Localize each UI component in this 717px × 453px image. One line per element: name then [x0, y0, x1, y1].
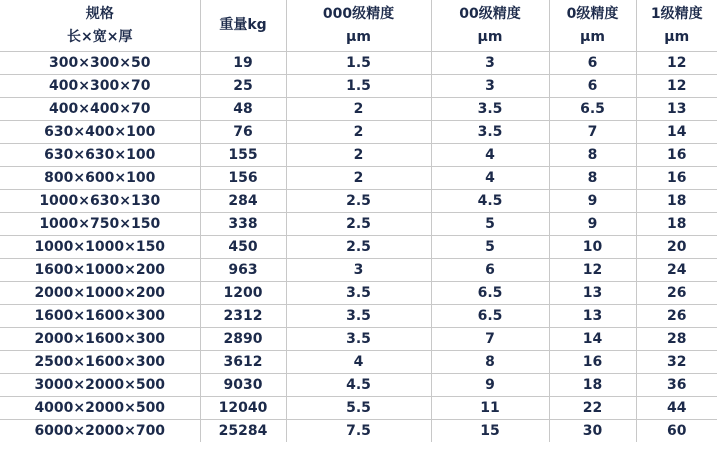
grade-0-cell: 14 — [549, 328, 636, 351]
grade-1-cell: 28 — [636, 328, 717, 351]
grade-000-cell: 2.5 — [286, 213, 431, 236]
grade-000-cell: 3.5 — [286, 305, 431, 328]
header-grade-1-unit: μm — [664, 28, 690, 45]
spec-cell: 630×400×100 — [0, 121, 200, 144]
grade-000-cell: 2 — [286, 98, 431, 121]
weight-cell: 76 — [200, 121, 286, 144]
grade-000-cell: 2 — [286, 144, 431, 167]
table-row — [0, 144, 717, 167]
spec-cell: 2000×1600×300 — [0, 328, 200, 351]
spec-cell: 800×600×100 — [0, 167, 200, 190]
header-grade-1 — [636, 0, 717, 52]
header-grade-0-unit: μm — [580, 28, 605, 45]
grade-0-cell: 9 — [549, 190, 636, 213]
grade-1-cell: 32 — [636, 351, 717, 374]
grade-00-cell: 11 — [431, 397, 549, 420]
table-row — [0, 75, 717, 98]
grade-1-cell: 12 — [636, 52, 717, 75]
grade-00-cell: 3.5 — [431, 121, 549, 144]
header-row — [0, 0, 717, 52]
table-row — [0, 52, 717, 75]
grade-1-cell: 14 — [636, 121, 717, 144]
grade-000-cell: 2.5 — [286, 236, 431, 259]
header-grade-000 — [286, 0, 431, 52]
grade-0-cell: 10 — [549, 236, 636, 259]
spec-cell: 4000×2000×500 — [0, 397, 200, 420]
grade-000-cell: 7.5 — [286, 420, 431, 443]
weight-cell: 963 — [200, 259, 286, 282]
grade-00-cell: 6.5 — [431, 282, 549, 305]
table-row — [0, 328, 717, 351]
grade-00-cell: 3 — [431, 75, 549, 98]
grade-000-cell: 3 — [286, 259, 431, 282]
grade-0-cell: 6.5 — [549, 98, 636, 121]
spec-cell: 630×630×100 — [0, 144, 200, 167]
spec-cell: 1600×1600×300 — [0, 305, 200, 328]
spec-cell: 1000×1000×150 — [0, 236, 200, 259]
grade-00-cell: 3.5 — [431, 98, 549, 121]
grade-000-cell: 3.5 — [286, 282, 431, 305]
grade-1-cell: 36 — [636, 374, 717, 397]
weight-cell: 3612 — [200, 351, 286, 374]
grade-00-cell: 6 — [431, 259, 549, 282]
header-grade-0-line1: 0级精度 — [566, 5, 619, 22]
table-row — [0, 167, 717, 190]
spec-cell: 300×300×50 — [0, 52, 200, 75]
header-grade-1-line1: 1级精度 — [650, 5, 703, 22]
table-row — [0, 121, 717, 144]
grade-00-cell: 15 — [431, 420, 549, 443]
weight-cell: 48 — [200, 98, 286, 121]
weight-cell: 25284 — [200, 420, 286, 443]
grade-000-cell: 1.5 — [286, 75, 431, 98]
table-row — [0, 236, 717, 259]
grade-000-cell: 3.5 — [286, 328, 431, 351]
grade-0-cell: 6 — [549, 75, 636, 98]
grade-00-cell: 5 — [431, 236, 549, 259]
grade-1-cell: 18 — [636, 190, 717, 213]
grade-00-cell: 4 — [431, 144, 549, 167]
grade-1-cell: 44 — [636, 397, 717, 420]
table-row — [0, 282, 717, 305]
grade-000-cell: 4.5 — [286, 374, 431, 397]
table-header — [0, 0, 717, 52]
header-grade-0 — [549, 0, 636, 52]
grade-00-cell: 4.5 — [431, 190, 549, 213]
grade-1-cell: 13 — [636, 98, 717, 121]
grade-0-cell: 12 — [549, 259, 636, 282]
grade-0-cell: 8 — [549, 167, 636, 190]
grade-000-cell: 2 — [286, 167, 431, 190]
header-grade-000-unit: μm — [346, 28, 371, 45]
grade-0-cell: 16 — [549, 351, 636, 374]
weight-cell: 338 — [200, 213, 286, 236]
table-body — [0, 52, 717, 443]
weight-cell: 155 — [200, 144, 286, 167]
header-weight — [200, 0, 286, 52]
header-grade-00 — [431, 0, 549, 52]
grade-0-cell: 18 — [549, 374, 636, 397]
grade-1-cell: 20 — [636, 236, 717, 259]
spec-cell: 2000×1000×200 — [0, 282, 200, 305]
grade-0-cell: 8 — [549, 144, 636, 167]
table-row — [0, 397, 717, 420]
spec-cell: 400×300×70 — [0, 75, 200, 98]
grade-00-cell: 7 — [431, 328, 549, 351]
spec-cell: 3000×2000×500 — [0, 374, 200, 397]
grade-1-cell: 12 — [636, 75, 717, 98]
spec-cell: 400×400×70 — [0, 98, 200, 121]
header-spec-line1: 规格 — [85, 5, 114, 22]
grade-00-cell: 4 — [431, 167, 549, 190]
table-row — [0, 374, 717, 397]
weight-cell: 2312 — [200, 305, 286, 328]
grade-0-cell: 9 — [549, 213, 636, 236]
table-row — [0, 259, 717, 282]
weight-cell: 2890 — [200, 328, 286, 351]
grade-0-cell: 22 — [549, 397, 636, 420]
weight-cell: 156 — [200, 167, 286, 190]
table-row — [0, 305, 717, 328]
table-row — [0, 351, 717, 374]
grade-0-cell: 7 — [549, 121, 636, 144]
grade-00-cell: 6.5 — [431, 305, 549, 328]
grade-0-cell: 6 — [549, 52, 636, 75]
header-spec — [0, 0, 200, 52]
table-row — [0, 420, 717, 443]
table-row — [0, 213, 717, 236]
weight-cell: 25 — [200, 75, 286, 98]
grade-00-cell: 5 — [431, 213, 549, 236]
weight-cell: 9030 — [200, 374, 286, 397]
weight-cell: 284 — [200, 190, 286, 213]
header-grade-000-line1: 000级精度 — [322, 5, 395, 22]
spec-cell: 2500×1600×300 — [0, 351, 200, 374]
grade-0-cell: 30 — [549, 420, 636, 443]
spec-cell: 1000×750×150 — [0, 213, 200, 236]
grade-000-cell: 2 — [286, 121, 431, 144]
grade-1-cell: 16 — [636, 167, 717, 190]
grade-1-cell: 24 — [636, 259, 717, 282]
grade-0-cell: 13 — [549, 305, 636, 328]
grade-000-cell: 2.5 — [286, 190, 431, 213]
grade-1-cell: 16 — [636, 144, 717, 167]
header-weight-label: 重量kg — [219, 17, 267, 33]
weight-cell: 12040 — [200, 397, 286, 420]
grade-0-cell: 13 — [549, 282, 636, 305]
grade-1-cell: 26 — [636, 282, 717, 305]
weight-cell: 19 — [200, 52, 286, 75]
grade-1-cell: 18 — [636, 213, 717, 236]
table-row — [0, 190, 717, 213]
grade-000-cell: 4 — [286, 351, 431, 374]
grade-00-cell: 9 — [431, 374, 549, 397]
grade-1-cell: 60 — [636, 420, 717, 443]
header-grade-00-unit: μm — [477, 28, 503, 45]
grade-000-cell: 5.5 — [286, 397, 431, 420]
spec-cell: 1600×1000×200 — [0, 259, 200, 282]
weight-cell: 1200 — [200, 282, 286, 305]
header-spec-line2: 长×宽×厚 — [67, 28, 133, 45]
grade-00-cell: 3 — [431, 52, 549, 75]
grade-000-cell: 1.5 — [286, 52, 431, 75]
spec-cell: 6000×2000×700 — [0, 420, 200, 443]
grade-00-cell: 8 — [431, 351, 549, 374]
grade-1-cell: 26 — [636, 305, 717, 328]
table-row — [0, 98, 717, 121]
spec-cell: 1000×630×130 — [0, 190, 200, 213]
header-grade-00-line1: 00级精度 — [459, 5, 521, 22]
weight-cell: 450 — [200, 236, 286, 259]
